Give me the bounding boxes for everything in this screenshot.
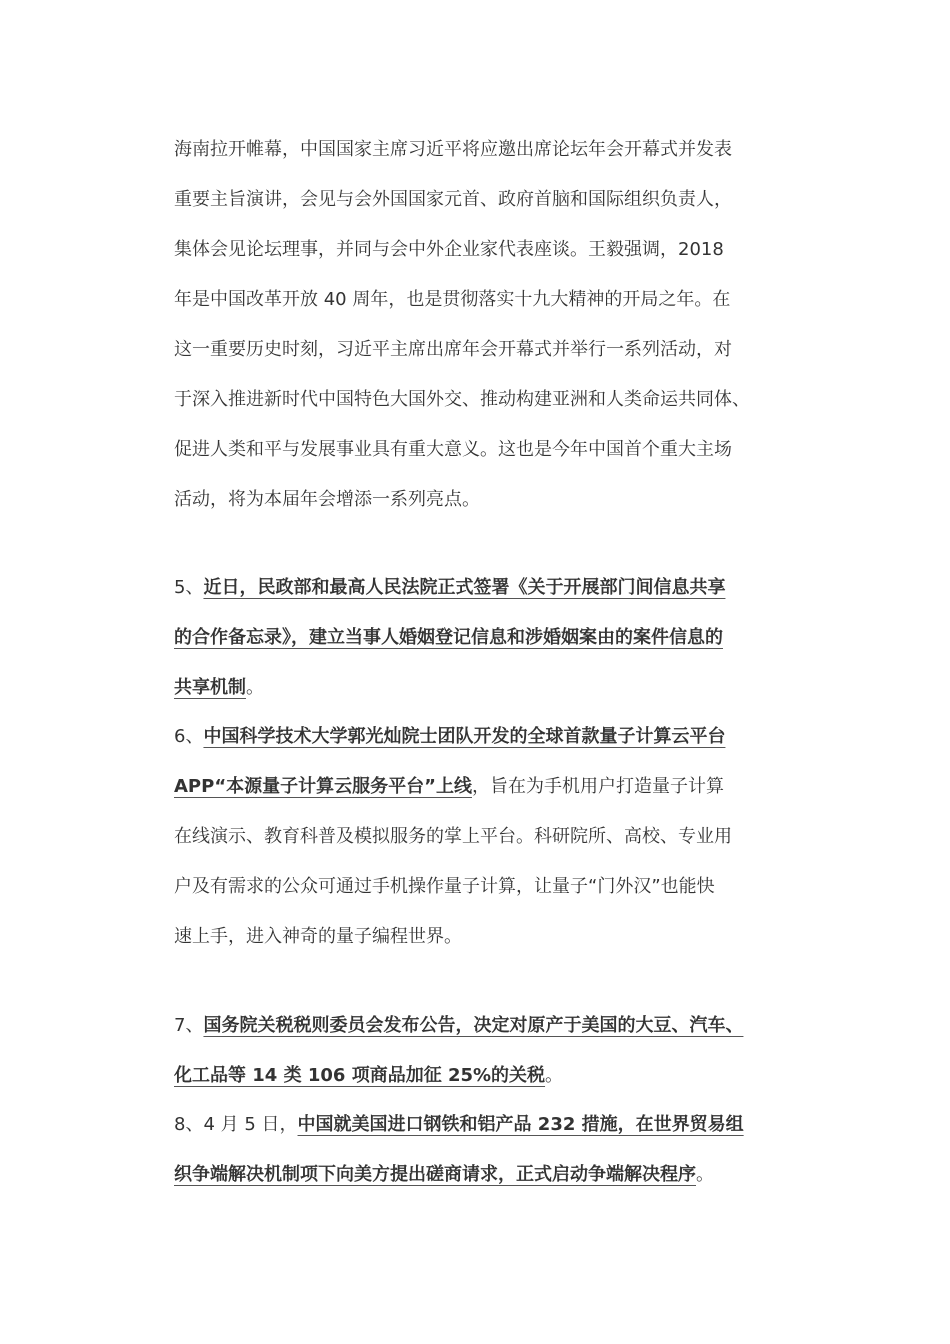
item-6-headline-part-2: APP“本源量子计算云服务平台”上线 <box>174 776 472 797</box>
paragraph-4-line-6: 于深入推进新时代中国特色大国外交、推动构建亚洲和人类命运共同体、 <box>174 389 750 410</box>
item-6-line-1 <box>174 725 725 749</box>
item-8-number: 8、 <box>174 1114 204 1135</box>
item-5-headline-part-1: 近日，民政部和最高人民法院正式签署《关于开展部门间信息共享 <box>203 577 726 598</box>
item-7-period: 。 <box>545 1065 564 1086</box>
item-7-number: 7、 <box>174 1015 204 1036</box>
item-6-body-part-1: ，旨在为手机用户打造量子计算 <box>471 776 724 797</box>
item-7-headline-part-1: 国务院关税税则委员会发布公告，决定对原产于美国的大豆、汽车、 <box>203 1015 744 1036</box>
item-6-headline-part-1: 中国科学技术大学郭光灿院士团队开发的全球首款量子计算云平台 <box>203 726 726 747</box>
item-6-line-5: 速上手，进入神奇的量子编程世界。 <box>174 926 462 947</box>
paragraph-4-line-5: 这一重要历史时刻，习近平主席出席年会开幕式并举行一系列活动，对 <box>174 339 732 360</box>
paragraph-4-line-7: 促进人类和平与发展事业具有重大意义。这也是今年中国首个重大主场 <box>174 439 732 460</box>
paragraph-4-line-3: 集体会见论坛理事，并同与会中外企业家代表座谈。王毅强调，2018 <box>174 239 724 260</box>
item-5-line-3 <box>174 676 264 700</box>
item-5-headline-part-3: 共享机制 <box>174 677 246 698</box>
paragraph-4-line-1: 海南拉开帷幕，中国国家主席习近平将应邀出席论坛年会开幕式并发表 <box>174 139 732 160</box>
item-5-number: 5、 <box>174 577 204 598</box>
paragraph-4-line-8: 活动，将为本届年会增添一系列亮点。 <box>174 489 480 510</box>
item-5-line-1 <box>174 576 725 600</box>
item-6-line-4: 户及有需求的公众可通过手机操作量子计算，让量子“门外汉”也能快 <box>174 876 715 897</box>
item-8-line-2 <box>174 1163 714 1187</box>
item-7-line-1 <box>174 1014 743 1038</box>
paragraph-4-line-2: 重要主旨演讲，会见与会外国国家元首、政府首脑和国际组织负责人， <box>174 189 732 210</box>
item-6-number: 6、 <box>174 726 204 747</box>
item-8-date: 4 月 5 日， <box>203 1114 298 1135</box>
item-8-line-1 <box>174 1113 744 1137</box>
paragraph-4-line-4: 年是中国改革开放 40 周年，也是贯彻落实十九大精神的开局之年。在 <box>174 289 731 310</box>
item-7-headline-part-2: 化工品等 14 类 106 项商品加征 25%的关税 <box>174 1065 546 1086</box>
item-8-headline-part-1: 中国就美国进口钢铁和铝产品 232 措施，在世界贸易组 <box>297 1114 744 1135</box>
item-8-headline-part-2: 织争端解决机制项下向美方提出磋商请求，正式启动争端解决程序 <box>174 1164 696 1185</box>
item-6-line-3: 在线演示、教育科普及模拟服务的掌上平台。科研院所、高校、专业用 <box>174 826 732 847</box>
item-8-period: 。 <box>696 1164 714 1185</box>
item-5-line-2 <box>174 626 723 650</box>
item-5-period: 。 <box>246 677 264 698</box>
item-6-line-2 <box>174 775 724 799</box>
item-7-line-2 <box>174 1064 563 1088</box>
item-5-headline-part-2: 的合作备忘录》，建立当事人婚姻登记信息和涉婚姻案由的案件信息的 <box>174 627 723 648</box>
